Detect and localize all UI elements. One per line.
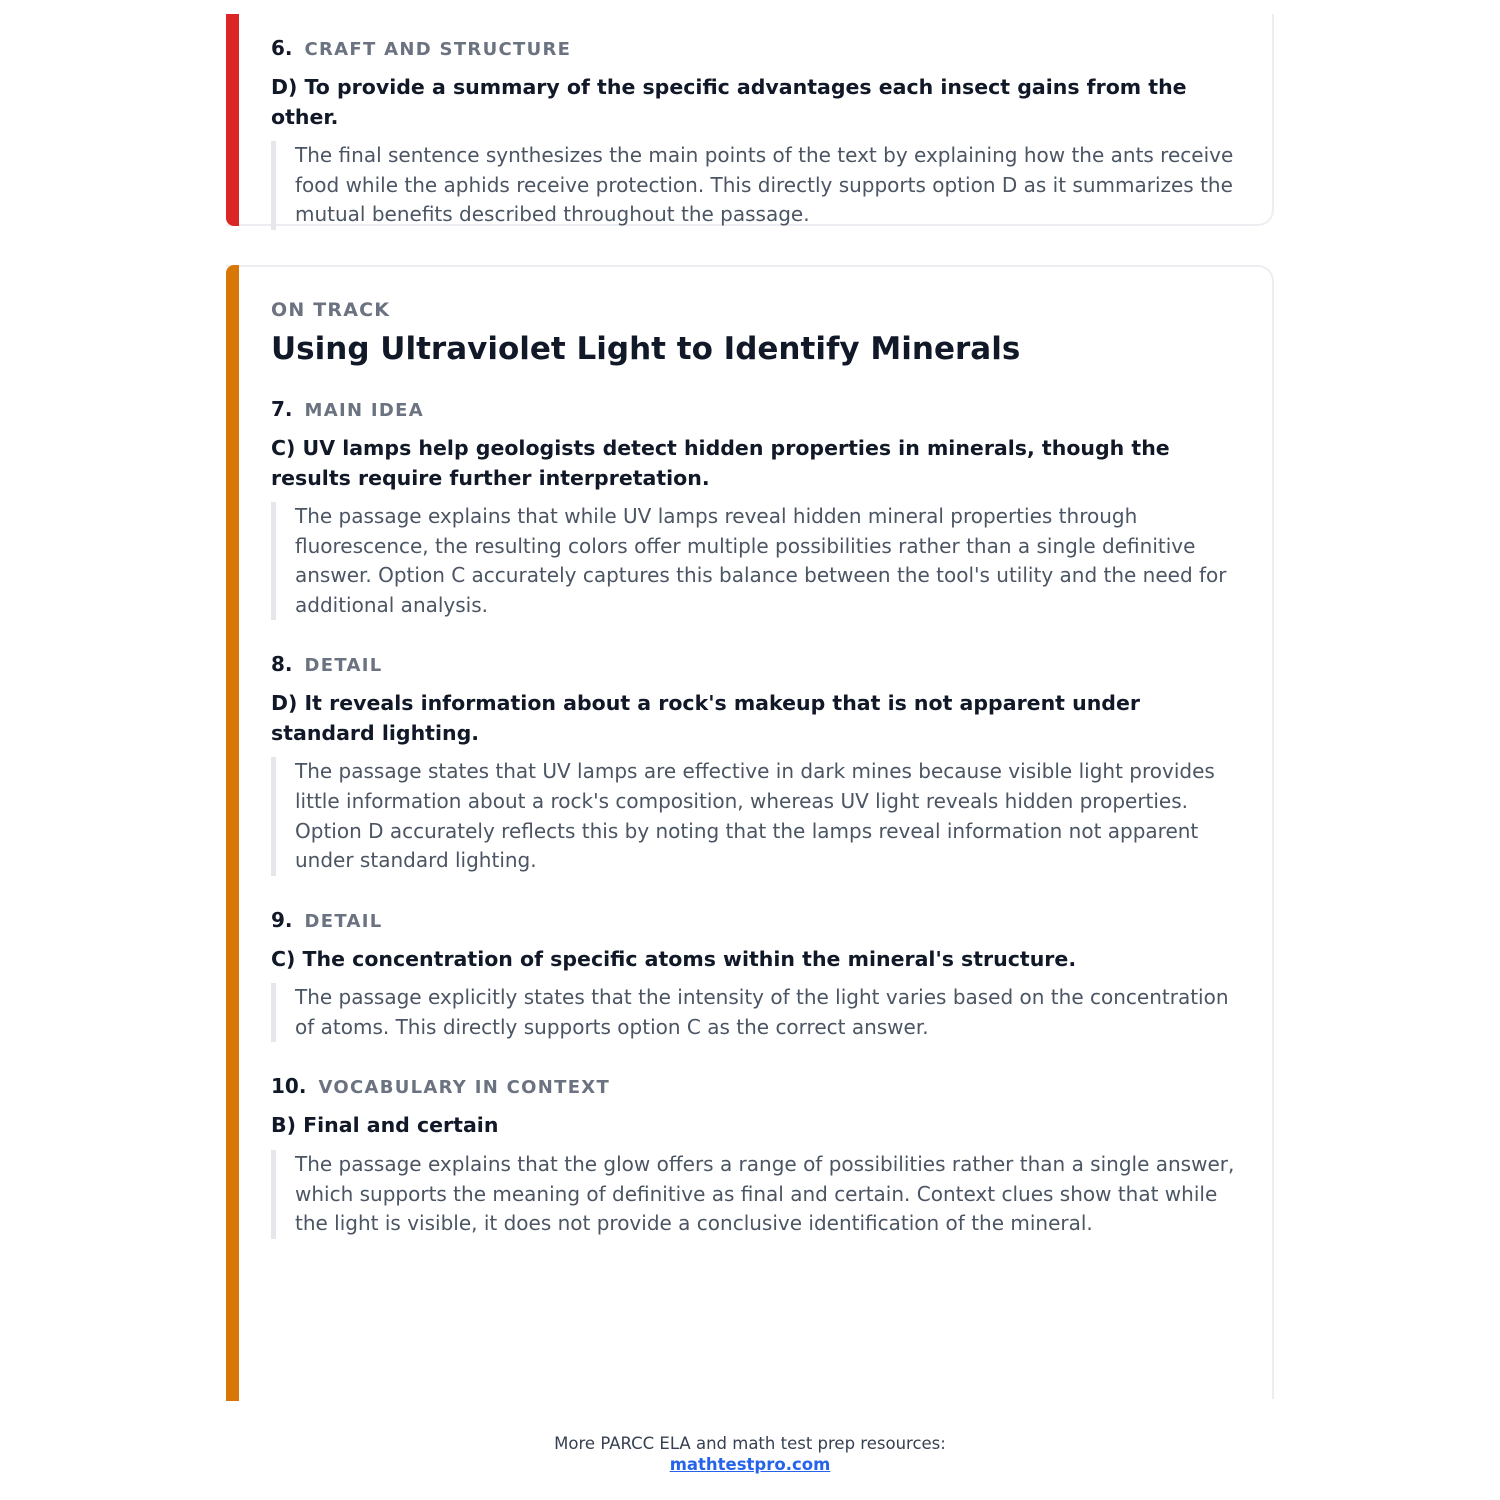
question-number: 6. xyxy=(271,36,293,60)
answer-card-craft-structure xyxy=(226,14,1274,226)
answer-explanation: The passage explicitly states that the intensity of the light varies based on the concentration of atoms. This directly supports option C as the correct answer. xyxy=(271,983,1242,1042)
correct-answer: C) UV lamps help geologists detect hidden properties in minerals, though the results require further interpretation. xyxy=(271,436,1170,490)
footer-link[interactable]: mathtestpro.com xyxy=(669,1455,831,1474)
question-header xyxy=(271,1072,1242,1102)
question-category: VOCABULARY IN CONTEXT xyxy=(318,1077,611,1099)
question-number: 9. xyxy=(271,907,293,932)
question-item xyxy=(271,34,1242,230)
status-accent-bar xyxy=(226,14,239,226)
correct-answer: D) To provide a summary of the specific advantages each insect gains from the other. xyxy=(271,75,1187,129)
question-category: DETAIL xyxy=(304,910,383,932)
question-item xyxy=(271,395,1242,620)
correct-answer: C) The concentration of specific atoms within the mineral's structure. xyxy=(271,946,1077,971)
correct-answer: D) It reveals information about a rock's makeup that is not apparent under standard lighting. xyxy=(271,691,1140,745)
answer-card-uv-minerals xyxy=(226,265,1274,1399)
answer-explanation: The passage states that UV lamps are effective in dark mines because visible light provides little information about a rock's composition, whereas UV light reveals hidden properties. Option D accurately reflects this by noting that the lamps reveal information not apparent under standard lighting. xyxy=(271,757,1242,875)
answer-explanation: The passage explains that the glow offers a range of possibilities rather than a single answer, which supports the meaning of definitive as final and certain. Context clues show that while the light is visible, it does not provide a conclusive identification of the mineral. xyxy=(271,1150,1242,1239)
question-header xyxy=(271,395,1242,425)
question-number: 8. xyxy=(271,652,293,677)
question-item xyxy=(271,650,1242,875)
correct-answer: B) Final and certain xyxy=(271,1113,499,1138)
status-accent-bar xyxy=(226,265,239,1401)
question-item xyxy=(271,1072,1242,1238)
question-category: CRAFT AND STRUCTURE xyxy=(304,39,572,60)
status-label: ON TRACK xyxy=(271,299,391,321)
passage-title: Using Ultraviolet Light to Identify Minerals xyxy=(271,331,1021,367)
page-footer xyxy=(0,1433,1500,1475)
question-number: 7. xyxy=(271,397,293,421)
footer-text: More PARCC ELA and math test prep resources: xyxy=(554,1434,946,1453)
question-header xyxy=(271,650,1242,680)
question-category: MAIN IDEA xyxy=(304,400,424,421)
answer-explanation: The passage explains that while UV lamps reveal hidden mineral properties through fluorescence, the resulting colors offer multiple possibilities rather than a single definitive answer. Option C accurately captures this balance between the tool's utility and the need for additional analysis. xyxy=(271,502,1242,620)
question-number: 10. xyxy=(271,1074,307,1099)
answer-explanation: The final sentence synthesizes the main points of the text by explaining how the ants receive food while the aphids receive protection. This directly supports option D as it summarizes the mutual benefits described throughout the passage. xyxy=(271,141,1242,230)
question-header xyxy=(271,34,1242,64)
question-category: DETAIL xyxy=(304,655,383,677)
question-item xyxy=(271,906,1242,1043)
question-header xyxy=(271,906,1242,936)
